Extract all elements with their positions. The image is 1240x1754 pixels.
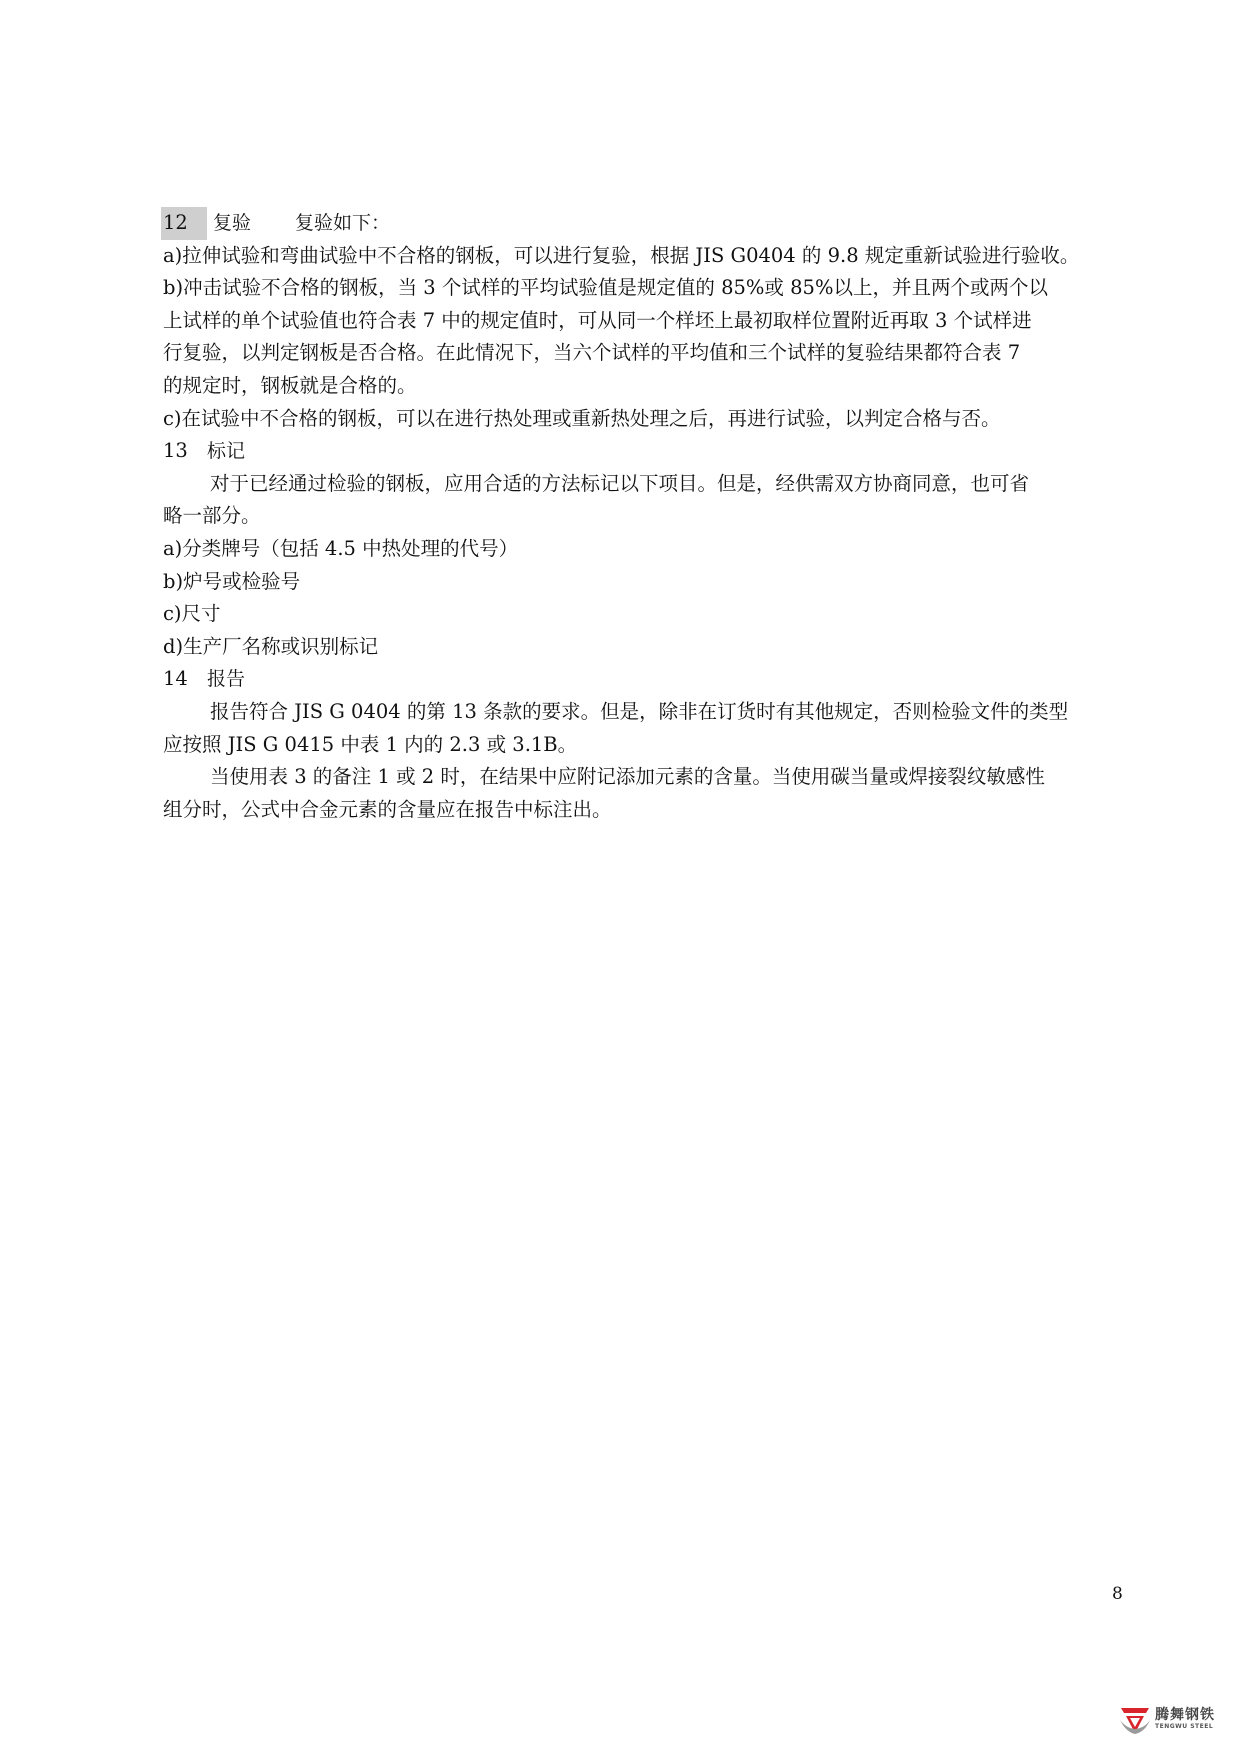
tengwu-logo-icon xyxy=(1118,1702,1152,1736)
report-para-1-line-2: 应按照 JIS G 0415 中表 1 内的 2.3 或 3.1B。 xyxy=(163,732,578,756)
marking-item-b: b)炉号或检验号 xyxy=(163,569,301,593)
report-para-2-line-1: 当使用表 3 的备注 1 或 2 时，在结果中应附记添加元素的含量。当使用碳当量或焊接裂纹敏感性 xyxy=(210,765,1045,789)
retest-item-b-line-3: 行复验，以判定钢板是否合格。在此情况下，当六个试样的平均值和三个试样的复验结果都符合表 7 xyxy=(163,341,1021,365)
retest-item-b-line-2: 上试样的单个试验值也符合表 7 中的规定值时，可从同一个样坯上最初取样位置附近再取 3 个试样进 xyxy=(163,308,1032,332)
section-14-heading xyxy=(163,663,1131,696)
section-number: 13 xyxy=(163,439,188,463)
report-para-2-line-2: 组分时，公式中合金元素的含量应在报告中标注出。 xyxy=(163,797,612,821)
logo-name-cn: 腾舞钢铁 xyxy=(1155,1707,1215,1723)
marking-item-a: a)分类牌号（包括 4.5 中热处理的代号） xyxy=(163,536,519,560)
document-body xyxy=(163,207,1131,826)
section-title: 报告 xyxy=(207,668,246,691)
section-title: 标记 xyxy=(207,440,246,463)
section-number: 14 xyxy=(163,667,188,691)
marking-intro-line-2: 略一部分。 xyxy=(163,504,261,528)
section-subtitle: 复验如下： xyxy=(295,212,391,234)
marking-intro-line-1: 对于已经通过检验的钢板，应用合适的方法标记以下项目。但是，经供需双方协商同意，也可省 xyxy=(210,471,1030,495)
retest-item-b-line-4: 的规定时，钢板就是合格的。 xyxy=(163,373,417,397)
section-number: 12 xyxy=(161,207,207,240)
section-12-heading xyxy=(163,207,1131,240)
logo-text xyxy=(1155,1708,1215,1730)
marking-item-c: c)尺寸 xyxy=(163,602,221,626)
retest-item-c: c)在试验中不合格的钢板，可以在进行热处理或重新热处理之后，再进行试验，以判定合格与否。 xyxy=(163,406,1001,430)
marking-item-d: d)生产厂名称或识别标记 xyxy=(163,634,379,658)
report-para-1-line-1: 报告符合 JIS G 0404 的第 13 条款的要求。但是，除非在订货时有其他规定，否则检验文件的类型 xyxy=(210,699,1069,723)
section-title: 复验 xyxy=(213,212,252,234)
company-logo xyxy=(1118,1700,1230,1738)
logo-name-en: TENGWU STEEL xyxy=(1155,1723,1214,1730)
section-13-heading xyxy=(163,435,1131,468)
retest-item-a: a)拉伸试验和弯曲试验中不合格的钢板，可以进行复验，根据 JIS G0404 的 9.8 规定重新试验进行验收。 xyxy=(163,243,1080,267)
page-number: 8 xyxy=(1112,1584,1123,1604)
retest-item-b-line-1: b)冲击试验不合格的钢板，当 3 个试样的平均试验值是规定值的 85%或 85%以上，并且两个或两个以 xyxy=(163,276,1048,300)
